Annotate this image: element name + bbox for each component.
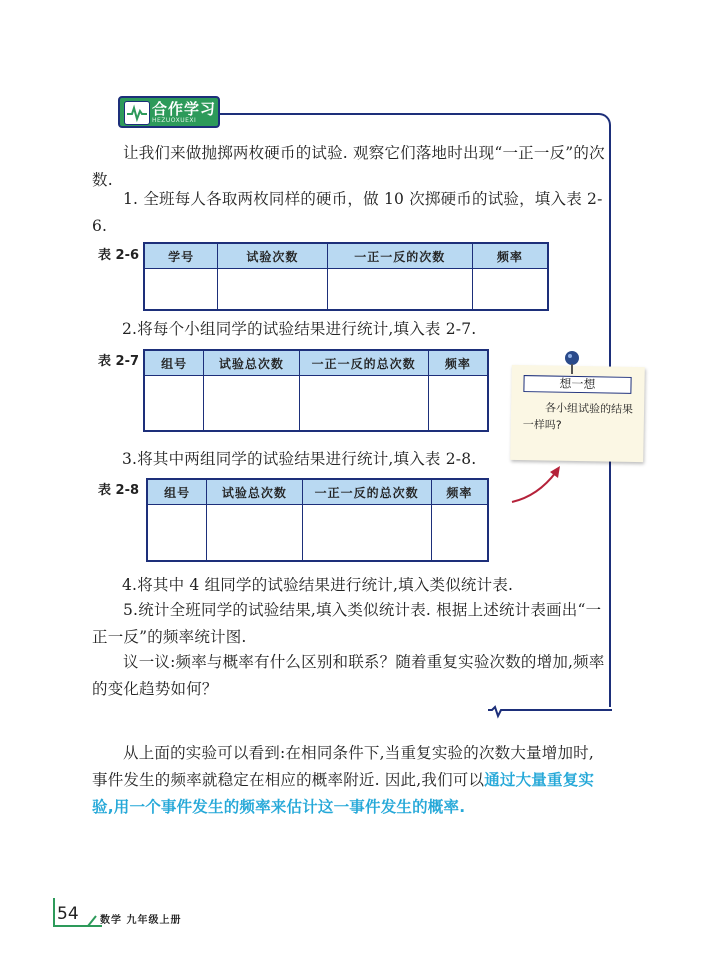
- table-2-8-header: 一正一反的总次数: [302, 479, 431, 505]
- table-2-7-header: 试验总次数: [204, 350, 299, 376]
- table-cell: [147, 505, 207, 561]
- step-2-text: 2.将每个小组同学的试验结果进行统计,填入表 2-7.: [122, 320, 477, 338]
- discussion-text: 议一议:频率与概率有什么区别和联系？随着重复实验次数的增加,频率的变化趋势如何？: [92, 653, 605, 698]
- table-cell: [207, 505, 302, 561]
- table-cell: [327, 269, 472, 310]
- pushpin-icon: [563, 350, 581, 376]
- table-2-8-header: 组号: [147, 479, 207, 505]
- pointer-arrow-icon: [508, 462, 568, 510]
- table-cell: [204, 376, 299, 431]
- conclusion-highlight: 通过大量重复实验,用一个事件发生的频率来估计这一事件发生的概率.: [92, 771, 595, 816]
- book-title: 数学 九年级上册: [100, 915, 182, 926]
- table-2-6: [143, 242, 549, 311]
- conclusion-paragraph: [92, 740, 606, 821]
- table-2-7-header: 频率: [428, 350, 488, 376]
- table-cell: [144, 269, 218, 310]
- table-2-6-label: 表 2-6: [98, 248, 140, 263]
- table-2-7-label: 表 2-7: [98, 354, 140, 369]
- think-note-card: [510, 365, 645, 462]
- section-header-badge: [118, 96, 220, 128]
- page-number: 54: [57, 904, 79, 924]
- note-text: 各小组试验的结果一样吗?: [522, 401, 634, 432]
- step-1-text: 1. 全班每人各取两枚同样的硬币，做 10 次掷硬币的试验，填入表 2-6.: [92, 190, 603, 235]
- table-2-6-header: 学号: [144, 243, 218, 269]
- pulse-icon: [124, 101, 150, 125]
- table-cell: [144, 376, 204, 431]
- table-cell: [472, 269, 548, 310]
- table-cell: [302, 505, 431, 561]
- table-2-7: [143, 349, 489, 432]
- table-cell: [299, 376, 428, 431]
- table-2-8-header: 频率: [431, 479, 488, 505]
- table-cell: [218, 269, 327, 310]
- table-2-6-header: 一正一反的次数: [327, 243, 472, 269]
- note-title: 想一想: [523, 375, 631, 394]
- table-2-7-header: 组号: [144, 350, 204, 376]
- table-cell: [428, 376, 488, 431]
- intro-paragraph: 让我们来做抛掷两枚硬币的试验. 观察它们落地时出现“一正一反”的次数.: [92, 144, 605, 189]
- table-2-7-header: 一正一反的总次数: [299, 350, 428, 376]
- table-2-8-header: 试验总次数: [207, 479, 302, 505]
- conclusion-text: 从上面的实验可以看到:在相同条件下,当重复实验的次数大量增加时,事件发生的频率就稳定在相应的概率附近. 因此,我们可以: [92, 744, 594, 789]
- step-3-text: 3.将其中两组同学的试验结果进行统计,填入表 2-8.: [122, 450, 477, 468]
- table-2-6-header: 试验次数: [218, 243, 327, 269]
- table-2-8-label: 表 2-8: [98, 483, 140, 498]
- section-pinyin: HEZUOXUEXI: [152, 117, 197, 124]
- frame-zigzag: [488, 704, 612, 720]
- table-cell: [431, 505, 488, 561]
- table-2-8: [146, 478, 489, 562]
- section-title: 合作学习: [152, 100, 217, 118]
- step-4-text: 4.将其中 4 组同学的试验结果进行统计,填入类似统计表.: [122, 576, 514, 594]
- table-2-6-header: 频率: [472, 243, 548, 269]
- step-5-text: 5.统计全班同学的试验结果,填入类似统计表. 根据上述统计表画出“一正一反”的频率统计图.: [92, 601, 602, 646]
